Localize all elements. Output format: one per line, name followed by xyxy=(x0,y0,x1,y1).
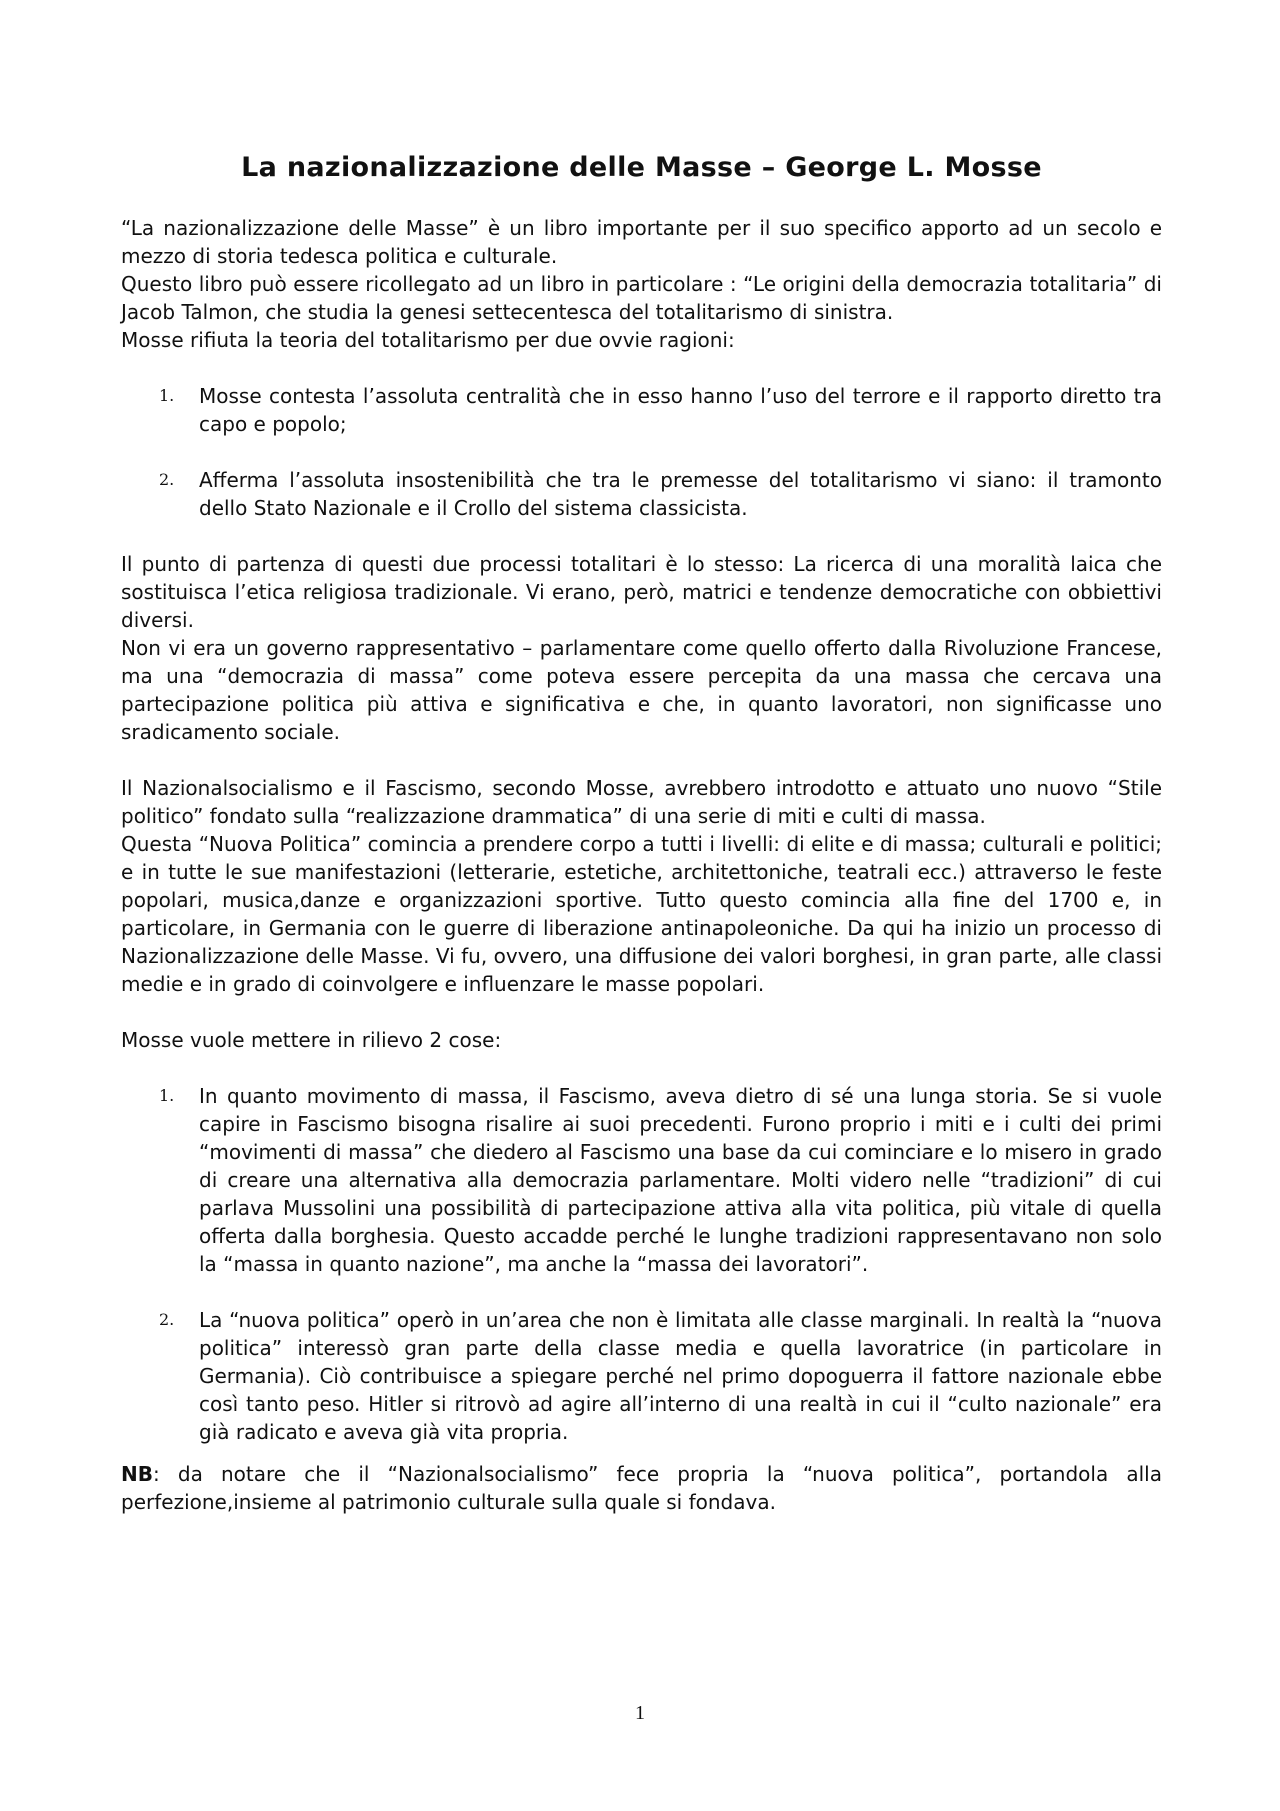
list-number: 2. xyxy=(159,1310,175,1329)
list-item-text: La “nuova politica” operò in un’area che non è limitata alle classe marginali. In realtà la “nuova politica” interessò gran parte della classe media e quella lavoratrice (in particolare in Germania). Ciò contribuisce a spiegare perché nel primo dopoguerra il fattore nazionale ebbe così tanto peso. Hitler si ritrovò ad agire all’interno di una realtà in cui il “culto nazionale” era già radicato e aveva già vita propria. xyxy=(199,1308,1162,1444)
list-number: 2. xyxy=(159,470,175,489)
numbered-list xyxy=(121,382,1162,522)
list-number: 1. xyxy=(159,1086,175,1105)
paragraph: “La nazionalizzazione delle Masse” è un libro importante per il suo specifico apporto ad un secolo e mezzo di storia tedesca politica e culturale. xyxy=(121,216,1162,268)
nb-text: : da notare che il “Nazionalsocialismo” fece propria la “nuova politica”, portandola alla perfezione,insieme al patrimonio culturale sulla quale si fondava. xyxy=(121,1462,1162,1514)
list-item-text: In quanto movimento di massa, il Fascismo, aveva dietro di sé una lunga storia. Se si vuole capire in Fascismo bisogna risalire ai suoi precedenti. Furono proprio i miti e i culti dei primi “movimenti di massa” che diedero al Fascismo una base da cui cominciare e lo misero in grado di creare una alternativa alla democrazia parlamentare. Molti videro nelle “tradizioni” di cui parlava Mussolini una possibilità di partecipazione attiva alla vita politica, più vitale di quella offerta dalla borghesia. Questo accadde perché le lunghe tradizioni rappresentavano non solo la “massa in quanto nazione”, ma anche la “massa dei lavoratori”. xyxy=(199,1084,1162,1276)
numbered-list xyxy=(121,1082,1162,1446)
list-number: 1. xyxy=(159,386,175,405)
document-title: La nazionalizzazione delle Masse – George L. Mosse xyxy=(241,152,1042,183)
nota-bene xyxy=(121,1460,1162,1516)
paragraph: Questo libro può essere ricollegato ad un libro in particolare : “Le origini della democrazia totalitaria” di Jacob Talmon, che studia la genesi settecentesca del totalitarismo di sinistra. xyxy=(121,272,1162,324)
paragraph: Non vi era un governo rappresentativo – parlamentare come quello offerto dalla Rivoluzione Francese, ma una “democrazia di massa” come poteva essere percepita da una massa che cercava una partecipazione politica più attiva e significativa e che, in quanto lavoratori, non significasse uno sradicamento sociale. xyxy=(121,636,1162,744)
list-item xyxy=(121,466,1162,522)
page-number: 1 xyxy=(635,1702,645,1724)
paragraph: Questa “Nuova Politica” comincia a prendere corpo a tutti i livelli: di elite e di massa; culturali e politici; e in tutte le sue manifestazioni (letterarie, estetiche, architettoniche, teatrali ecc.) attraverso le feste popolari, musica,danze e organizzazioni sportive. Tutto questo comincia alla fine del 1700 e, in particolare, in Germania con le guerre di liberazione antinapoleoniche. Da qui ha inizio un processo di Nazionalizzazione delle Masse. Vi fu, ovvero, una diffusione dei valori borghesi, in gran parte, alle classi medie e in grado di coinvolgere e influenzare le masse popolari. xyxy=(121,832,1162,996)
paragraph: Il punto di partenza di questi due processi totalitari è lo stesso: La ricerca di una moralità laica che sostituisca l’etica religiosa tradizionale. Vi erano, però, matrici e tendenze democratiche con obbiettivi diversi. xyxy=(121,552,1162,632)
paragraph: Mosse vuole mettere in rilievo 2 cose: xyxy=(121,1028,502,1052)
paragraph: Mosse rifiuta la teoria del totalitarismo per due ovvie ragioni: xyxy=(121,328,735,352)
list-item xyxy=(121,1082,1162,1278)
list-item-text: Afferma l’assoluta insostenibilità che tra le premesse del totalitarismo vi siano: il tramonto dello Stato Nazionale e il Crollo del sistema classicista. xyxy=(199,468,1162,520)
list-item xyxy=(121,1306,1162,1446)
nb-label: NB xyxy=(121,1462,153,1486)
paragraph: Il Nazionalsocialismo e il Fascismo, secondo Mosse, avrebbero introdotto e attuato uno nuovo “Stile politico” fondato sulla “realizzazione drammatica” di una serie di miti e culti di massa. xyxy=(121,776,1162,828)
list-item xyxy=(121,382,1162,438)
list-item-text: Mosse contesta l’assoluta centralità che in esso hanno l’uso del terrore e il rapporto diretto tra capo e popolo; xyxy=(199,384,1162,436)
document-page xyxy=(121,150,1162,1516)
